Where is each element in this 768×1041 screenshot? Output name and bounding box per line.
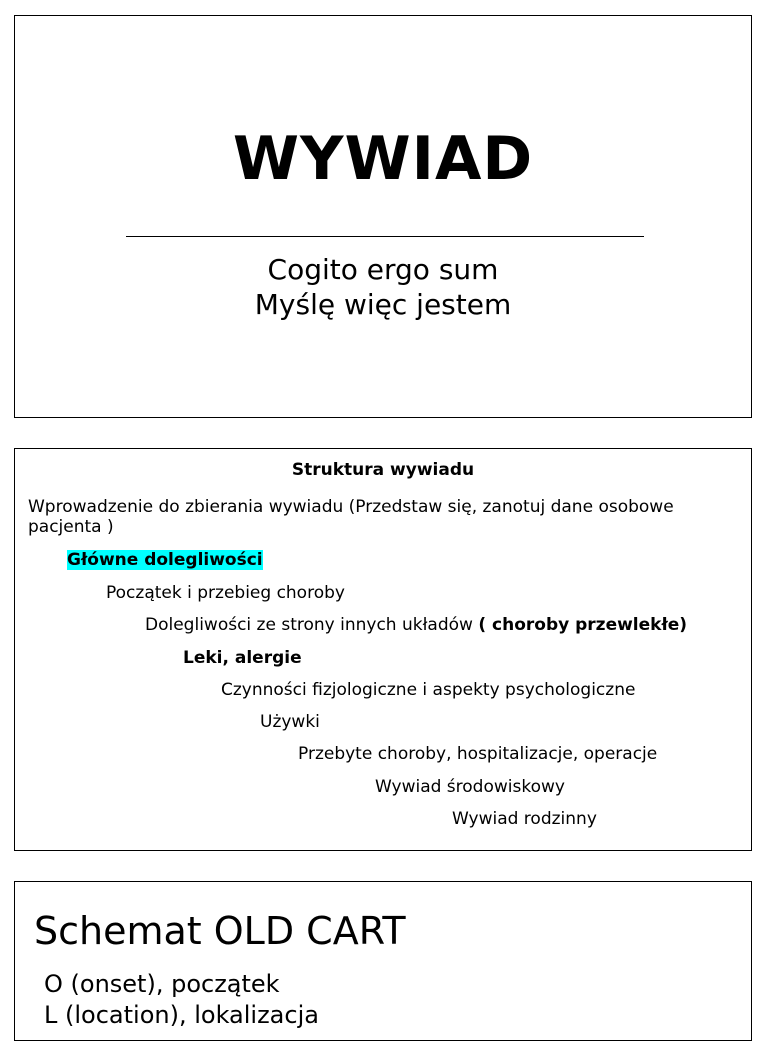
list-item-family: Wywiad rodzinny [452, 809, 597, 829]
list-item-other-systems [145, 615, 687, 635]
list-item-text: Dolegliwości ze strony innych układów [145, 615, 479, 635]
list-item-medications: Leki, alergie [183, 648, 302, 668]
subtitle-latin: Cogito ergo sum [267, 253, 499, 286]
oldcart-item-location: L (location), lokalizacja [44, 1001, 319, 1029]
structure-intro: Wprowadzenie do zbierania wywiadu (Przedstaw się, zanotuj dane osobowe pacjenta ) [28, 497, 674, 537]
list-item-main-complaints [67, 550, 263, 570]
oldcart-slide [14, 881, 752, 1041]
list-item-past-illnesses: Przebyte choroby, hospitalizacje, operacje [298, 744, 658, 764]
slide-title: WYWIAD [232, 124, 534, 194]
list-item-extra: ( choroby przewlekłe) [478, 615, 688, 635]
structure-heading: Struktura wywiadu [291, 460, 475, 480]
subtitle-polish: Myślę więc jestem [254, 288, 512, 321]
oldcart-item-onset: O (onset), początek [44, 970, 280, 998]
oldcart-title: Schemat OLD CART [34, 909, 406, 953]
title-divider [126, 236, 644, 237]
list-item-physiology: Czynności fizjologiczne i aspekty psychologiczne [221, 680, 636, 700]
list-item-onset: Początek i przebieg choroby [106, 583, 345, 603]
list-item-stimulants: Używki [260, 712, 320, 732]
highlighted-text: Główne dolegliwości [67, 550, 263, 570]
structure-slide [14, 448, 752, 851]
title-slide [14, 15, 752, 418]
list-item-environment: Wywiad środowiskowy [375, 777, 565, 797]
